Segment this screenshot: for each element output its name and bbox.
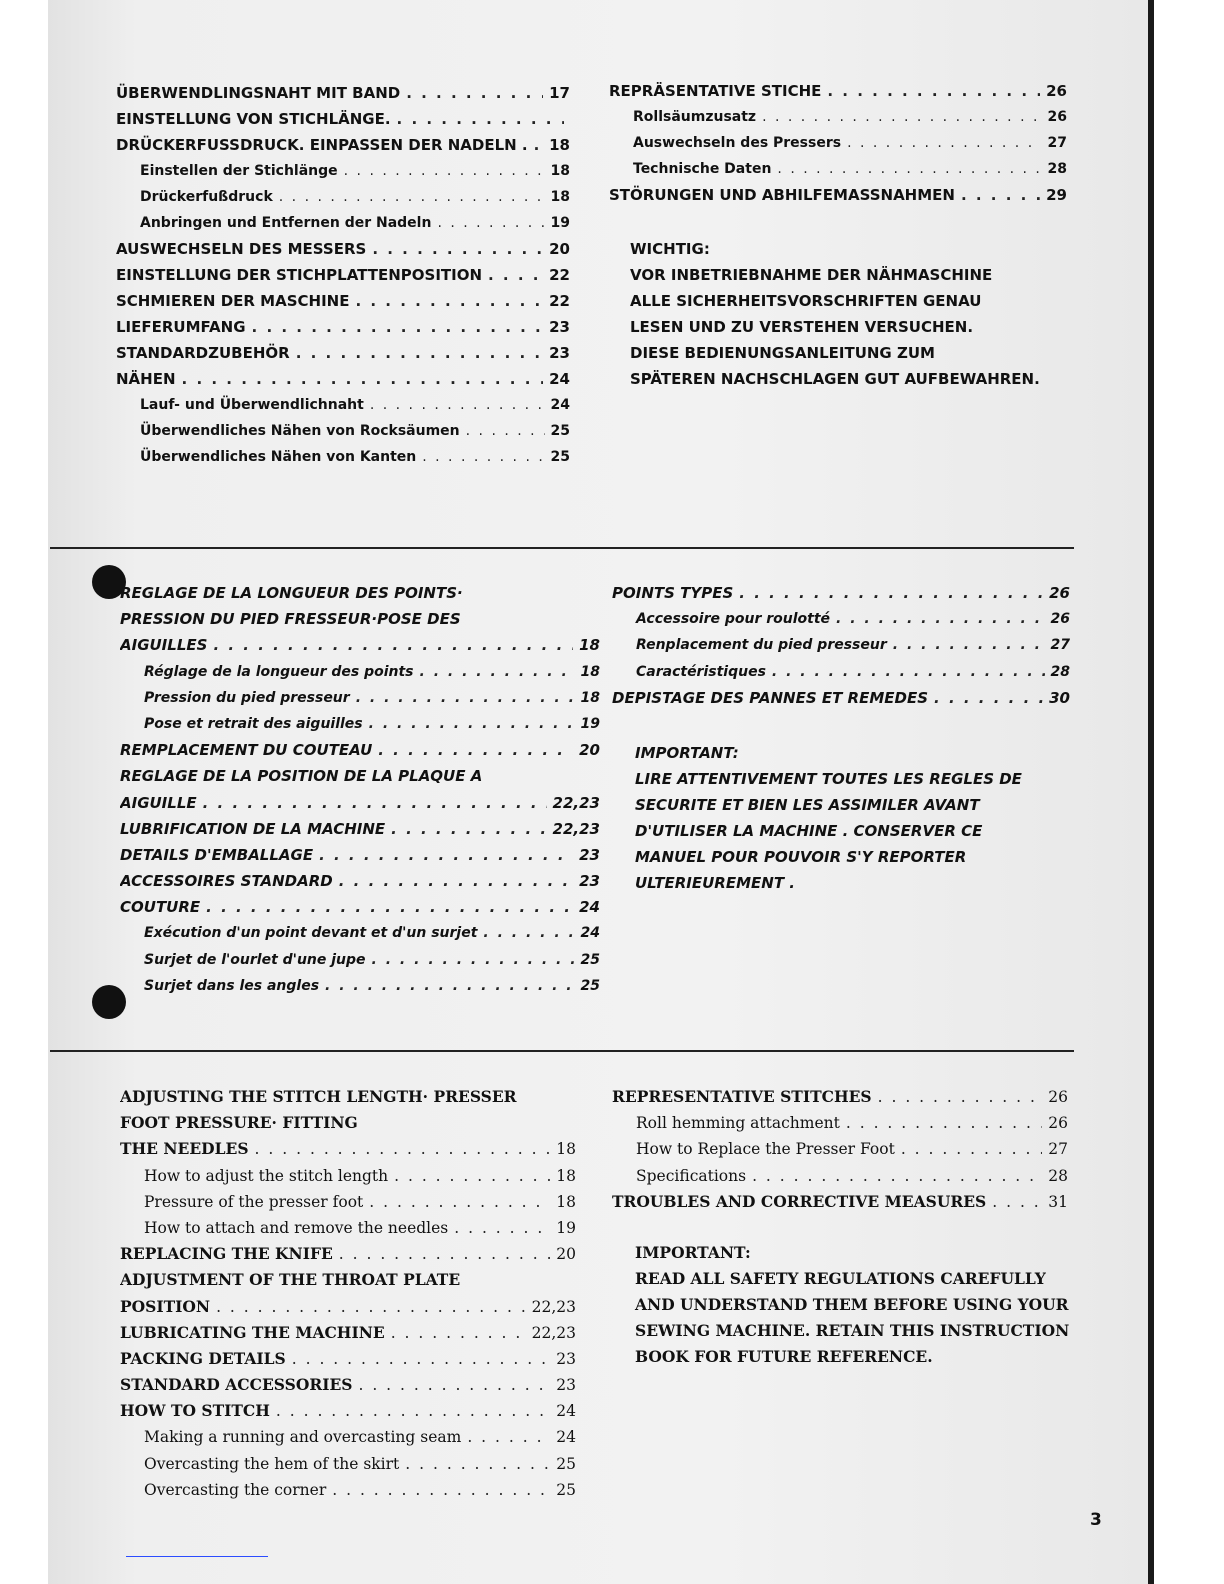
dot-leader bbox=[483, 920, 574, 946]
toc-entry-title: Overcasting the corner bbox=[144, 1480, 327, 1499]
dot-leader bbox=[466, 418, 545, 444]
toc-entry bbox=[120, 737, 600, 763]
toc-entry-page: 25 bbox=[580, 951, 600, 968]
dot-leader bbox=[961, 182, 1040, 208]
toc-entry-title: LUBRICATING THE MACHINE bbox=[120, 1322, 385, 1342]
toc-subentry bbox=[116, 418, 570, 444]
toc-subentry bbox=[120, 685, 600, 711]
toc-entry-page: 19 bbox=[580, 715, 600, 732]
toc-entry-title: How to Replace the Presser Foot bbox=[636, 1140, 895, 1159]
toc-entry-page: 29 bbox=[1046, 186, 1067, 204]
toc-entry-page: 23 bbox=[549, 344, 570, 362]
toc-entry bbox=[116, 106, 570, 132]
toc-entry-title: Caractéristiques bbox=[636, 663, 766, 680]
toc-entry-title: Surjet dans les angles bbox=[144, 977, 320, 994]
toc-subentry bbox=[612, 1163, 1068, 1189]
toc-entry bbox=[120, 1084, 576, 1110]
dot-leader bbox=[397, 106, 564, 132]
footer-link-underline bbox=[126, 1556, 268, 1557]
toc-subentry bbox=[116, 444, 570, 470]
toc-subentry bbox=[120, 1163, 576, 1189]
toc-subentry bbox=[612, 659, 1070, 685]
note-line: VOR INBETRIEBNAHME DER NÄHMASCHINE bbox=[630, 266, 993, 284]
note-line: ULTERIEUREMENT . bbox=[635, 874, 795, 892]
toc-entry bbox=[116, 262, 570, 288]
toc-entry-title: TROUBLES AND CORRECTIVE MEASURES bbox=[612, 1191, 987, 1211]
toc-entry-title: Pression du pied presseur bbox=[144, 689, 350, 706]
toc-entry-page: 18 bbox=[550, 163, 570, 179]
dot-leader bbox=[827, 78, 1040, 104]
toc-subentry bbox=[120, 1215, 576, 1241]
toc-entry-title: AIGUILLES bbox=[120, 636, 208, 655]
toc-entry-title: Roll hemming attachment bbox=[636, 1114, 840, 1133]
toc-entry bbox=[612, 580, 1070, 606]
toc-subentry bbox=[609, 130, 1067, 156]
toc-entry-page: 23 bbox=[549, 318, 570, 336]
dot-leader bbox=[534, 132, 543, 158]
toc-subentry bbox=[612, 632, 1070, 658]
toc-entry bbox=[120, 1136, 576, 1162]
note-line: LIRE ATTENTIVEMENT TOUTES LES REGLES DE bbox=[635, 770, 1022, 788]
toc-entry bbox=[120, 763, 600, 789]
toc-entry-page: 25 bbox=[550, 449, 570, 465]
dot-leader bbox=[391, 816, 546, 842]
toc-entry bbox=[609, 182, 1067, 208]
dot-leader bbox=[339, 868, 573, 894]
toc-entry bbox=[120, 1372, 576, 1398]
toc-subentry bbox=[120, 947, 600, 973]
dot-leader bbox=[752, 1163, 1042, 1189]
toc-entry-title: Anbringen und Entfernen der Nadeln bbox=[140, 215, 432, 231]
toc-subentry bbox=[612, 1110, 1068, 1136]
toc-entry-page: 24 bbox=[556, 1402, 576, 1421]
toc-entry bbox=[120, 894, 600, 920]
page-number: 3 bbox=[1090, 1510, 1102, 1530]
german-important-note bbox=[630, 236, 1040, 392]
toc-subentry bbox=[116, 184, 570, 210]
toc-entry-page: 18 bbox=[549, 136, 570, 154]
toc-subentry bbox=[609, 156, 1067, 182]
toc-entry bbox=[120, 1241, 576, 1267]
toc-entry bbox=[120, 580, 600, 606]
toc-entry-title: Renplacement du pied presseur bbox=[636, 637, 887, 654]
dot-leader bbox=[203, 790, 547, 816]
dot-leader bbox=[934, 685, 1043, 711]
toc-entry-title: REPRESENTATIVE STITCHES bbox=[612, 1087, 872, 1106]
toc-entry-title: REGLAGE DE LA POSITION DE LA PLAQUE A bbox=[120, 767, 483, 786]
dot-leader bbox=[762, 104, 1041, 130]
toc-entry-title: Accessoire pour roulotté bbox=[636, 611, 831, 628]
toc-entry-page: 23 bbox=[556, 1349, 576, 1368]
toc-entry-page: 23 bbox=[579, 872, 600, 891]
toc-entry bbox=[612, 1189, 1068, 1215]
dot-leader bbox=[216, 1294, 526, 1320]
toc-entry-title: ACCESSOIRES STANDARD bbox=[120, 872, 333, 891]
note-line: READ ALL SAFETY REGULATIONS CAREFULLY bbox=[635, 1269, 1046, 1288]
toc-entry-page: 30 bbox=[1049, 688, 1070, 707]
toc-subentry bbox=[609, 104, 1067, 130]
toc-subentry bbox=[116, 210, 570, 236]
toc-entry-page: 22,23 bbox=[552, 819, 600, 838]
dot-leader bbox=[325, 973, 574, 999]
toc-entry-title: Surjet de l'ourlet d'une jupe bbox=[144, 951, 366, 968]
dot-leader bbox=[437, 210, 544, 236]
toc-entry-title: STANDARDZUBEHÖR bbox=[116, 344, 290, 362]
toc-entry-page: 22,23 bbox=[531, 1297, 576, 1316]
note-heading: WICHTIG: bbox=[630, 240, 710, 258]
toc-entry-title: REPRÄSENTATIVE STICHE bbox=[609, 82, 822, 100]
note-line: BOOK FOR FUTURE REFERENCE. bbox=[635, 1347, 933, 1366]
toc-subentry bbox=[612, 606, 1070, 632]
toc-entry-title: Überwendliches Nähen von Rocksäumen bbox=[140, 423, 460, 439]
toc-subentry bbox=[116, 158, 570, 184]
toc-entry bbox=[612, 685, 1070, 711]
toc-subentry bbox=[120, 973, 600, 999]
note-line: LESEN UND ZU VERSTEHEN VERSUCHEN. bbox=[630, 318, 974, 336]
toc-entry-page: 22 bbox=[549, 266, 570, 284]
toc-entry bbox=[120, 1294, 576, 1320]
dot-leader bbox=[394, 1163, 550, 1189]
toc-entry-page: 28 bbox=[1050, 663, 1070, 680]
french-important-note bbox=[635, 740, 1022, 896]
toc-entry-page: 25 bbox=[550, 423, 570, 439]
note-line: SECURITE ET BIEN LES ASSIMILER AVANT bbox=[635, 796, 980, 814]
toc-entry-page: 24 bbox=[579, 898, 600, 917]
english-important-note bbox=[635, 1240, 1069, 1370]
toc-entry bbox=[609, 78, 1067, 104]
toc-entry-page: 25 bbox=[556, 1480, 576, 1499]
dot-leader bbox=[344, 158, 545, 184]
toc-entry-title: STANDARD ACCESSORIES bbox=[120, 1375, 353, 1395]
dot-leader bbox=[739, 580, 1043, 606]
note-line: DIESE BEDIENUNGSANLEITUNG ZUM bbox=[630, 344, 935, 362]
dot-leader bbox=[369, 711, 575, 737]
toc-entry-page: 26 bbox=[1048, 1088, 1068, 1106]
toc-entry-page: 31 bbox=[1048, 1192, 1068, 1211]
dot-leader bbox=[369, 1189, 550, 1215]
dot-leader bbox=[255, 1136, 551, 1162]
toc-entry-title: STÖRUNGEN UND ABHILFEMASSNAHMEN bbox=[609, 186, 955, 204]
dot-leader bbox=[276, 1398, 550, 1424]
german-toc-left bbox=[116, 80, 570, 470]
toc-entry-page: 22,23 bbox=[552, 793, 600, 812]
toc-entry bbox=[120, 790, 600, 816]
toc-entry-page: 18 bbox=[579, 636, 600, 655]
toc-entry-title: Pressure of the presser foot bbox=[144, 1192, 364, 1211]
toc-entry-title: DETAILS D'EMBALLAGE bbox=[120, 845, 314, 864]
toc-entry bbox=[116, 340, 570, 366]
toc-subentry bbox=[120, 1477, 576, 1503]
dot-leader bbox=[777, 156, 1041, 182]
toc-entry-page: 20 bbox=[579, 741, 600, 760]
toc-entry-title: Lauf- und Überwendlichnaht bbox=[140, 397, 364, 413]
toc-entry-page: 20 bbox=[549, 240, 570, 258]
toc-entry-page: 25 bbox=[580, 977, 600, 994]
toc-entry-title: How to adjust the stitch length bbox=[144, 1166, 389, 1185]
note-line: D'UTILISER LA MACHINE . CONSERVER CE bbox=[635, 822, 983, 840]
toc-subentry bbox=[116, 392, 570, 418]
dot-leader bbox=[893, 632, 1045, 658]
toc-entry-title: Making a running and overcasting seam bbox=[144, 1428, 462, 1447]
toc-entry-title: COUTURE bbox=[120, 898, 201, 917]
toc-subentry bbox=[120, 920, 600, 946]
dot-leader bbox=[339, 1241, 551, 1267]
toc-entry-title: Rollsäumzusatz bbox=[633, 109, 757, 125]
dot-leader bbox=[836, 606, 1044, 632]
toc-entry-title: Pose et retrait des aiguilles bbox=[144, 715, 363, 732]
toc-entry-page: 26 bbox=[1047, 109, 1067, 125]
dot-leader bbox=[182, 366, 544, 392]
toc-subentry bbox=[120, 1189, 576, 1215]
toc-entry-title: THE NEEDLES bbox=[120, 1139, 249, 1159]
toc-entry bbox=[120, 1320, 576, 1346]
toc-entry-page: 20 bbox=[556, 1245, 576, 1264]
dot-leader bbox=[319, 842, 573, 868]
binder-hole-bottom bbox=[92, 985, 126, 1019]
dot-leader bbox=[878, 1084, 1043, 1110]
toc-entry-page: 22 bbox=[549, 292, 570, 310]
dot-leader bbox=[378, 737, 573, 763]
dot-leader bbox=[901, 1136, 1042, 1162]
toc-entry-page: 25 bbox=[556, 1454, 576, 1473]
toc-entry-page: 18 bbox=[556, 1166, 576, 1185]
toc-entry-page: 18 bbox=[550, 189, 570, 205]
toc-entry-page: 26 bbox=[1049, 584, 1070, 602]
toc-entry-title: EINSTELLUNG VON STICHLÄNGE. bbox=[116, 110, 391, 128]
toc-entry-page: 23 bbox=[579, 845, 600, 864]
toc-entry-title: LIEFERUMFANG bbox=[116, 318, 246, 336]
dot-leader bbox=[372, 947, 575, 973]
dot-leader bbox=[992, 1189, 1042, 1215]
toc-subentry bbox=[120, 1424, 576, 1450]
toc-entry-page: 28 bbox=[1047, 161, 1067, 177]
dot-leader bbox=[406, 80, 543, 106]
toc-entry-page: 18 bbox=[580, 663, 600, 680]
toc-entry-title: ADJUSTMENT OF THE THROAT PLATE bbox=[120, 1270, 461, 1290]
toc-entry-title: ÜBERWENDLINGSNAHT MIT BAND bbox=[116, 84, 401, 102]
english-toc-left bbox=[120, 1084, 576, 1503]
toc-entry-page: 24 bbox=[556, 1428, 576, 1447]
toc-subentry bbox=[612, 1136, 1068, 1162]
dot-leader bbox=[332, 1477, 550, 1503]
toc-entry-title: Drückerfußdruck bbox=[140, 189, 273, 205]
toc-entry-page: 18 bbox=[580, 689, 600, 706]
note-line: MANUEL POUR POUVOIR S'Y REPORTER bbox=[635, 848, 967, 866]
dot-leader bbox=[370, 392, 545, 418]
dot-leader bbox=[405, 1451, 550, 1477]
toc-entry-title: AIGUILLE bbox=[120, 793, 197, 812]
toc-entry-title: POSITION bbox=[120, 1296, 211, 1316]
toc-entry-page: 27 bbox=[1050, 637, 1070, 654]
toc-entry-title: How to attach and remove the needles bbox=[144, 1218, 449, 1237]
toc-entry bbox=[116, 314, 570, 340]
toc-entry-page: 26 bbox=[1050, 611, 1070, 628]
toc-entry-title: PRESSION DU PIED FRESSEUR·POSE DES bbox=[120, 610, 461, 629]
dot-leader bbox=[372, 236, 543, 262]
toc-entry-page: 23 bbox=[556, 1376, 576, 1395]
toc-entry bbox=[120, 1267, 576, 1293]
dot-leader bbox=[488, 262, 543, 288]
toc-entry bbox=[116, 132, 570, 158]
toc-entry bbox=[612, 1084, 1068, 1110]
french-toc-right bbox=[612, 580, 1070, 711]
dot-leader bbox=[454, 1215, 550, 1241]
toc-entry-title: Specifications bbox=[636, 1166, 747, 1185]
note-line: ALLE SICHERHEITSVORSCHRIFTEN GENAU bbox=[630, 292, 982, 310]
note-line: AND UNDERSTAND THEM BEFORE USING YOUR bbox=[635, 1295, 1069, 1314]
dot-leader bbox=[467, 1424, 550, 1450]
toc-entry-title: AUSWECHSELN DES MESSERS bbox=[116, 240, 367, 258]
note-line: SEWING MACHINE. RETAIN THIS INSTRUCTION bbox=[635, 1321, 1070, 1340]
toc-entry-page: 18 bbox=[556, 1192, 576, 1211]
toc-entry-title: Exécution d'un point devant et d'un surjet bbox=[144, 925, 478, 942]
toc-entry-page: 22,23 bbox=[531, 1323, 576, 1342]
toc-entry-page: 26 bbox=[1048, 1114, 1068, 1133]
toc-entry-page: 28 bbox=[1048, 1166, 1068, 1185]
note-heading: IMPORTANT: bbox=[635, 1243, 751, 1262]
toc-entry-page: 24 bbox=[549, 370, 570, 388]
toc-entry-page: 27 bbox=[1048, 1140, 1068, 1159]
toc-entry bbox=[120, 868, 600, 894]
dot-leader bbox=[213, 632, 573, 658]
dot-leader bbox=[252, 314, 544, 340]
toc-entry-title: EINSTELLUNG DER STICHPLATTENPOSITION bbox=[116, 266, 483, 284]
toc-entry bbox=[120, 632, 600, 658]
section-divider-top bbox=[50, 547, 1074, 549]
toc-entry-title: POINTS TYPES bbox=[612, 584, 734, 602]
dot-leader bbox=[391, 1320, 526, 1346]
dot-leader bbox=[358, 1372, 550, 1398]
toc-entry-title: REMPLACEMENT DU COUTEAU bbox=[120, 741, 373, 760]
toc-entry-title: HOW TO STITCH bbox=[120, 1401, 270, 1421]
toc-entry bbox=[120, 842, 600, 868]
toc-entry-title: ADJUSTING THE STITCH LENGTH· PRESSER bbox=[120, 1087, 517, 1106]
toc-entry-page: 24 bbox=[550, 397, 570, 413]
toc-entry-page: 19 bbox=[556, 1218, 576, 1237]
dot-leader bbox=[296, 340, 543, 366]
toc-entry bbox=[116, 366, 570, 392]
toc-entry-title: Auswechseln des Pressers bbox=[633, 135, 842, 151]
toc-entry bbox=[116, 80, 570, 106]
dot-leader bbox=[206, 894, 573, 920]
toc-entry-title: REGLAGE DE LA LONGUEUR DES POINTS· bbox=[120, 584, 463, 602]
dot-leader bbox=[355, 288, 543, 314]
toc-entry-page: 18 bbox=[556, 1140, 576, 1159]
section-divider-bottom bbox=[50, 1050, 1074, 1052]
toc-entry-title: DRÜCKERFUSSDRUCK. EINPASSEN DER NADELN . bbox=[116, 136, 528, 154]
toc-subentry bbox=[120, 659, 600, 685]
german-toc-right bbox=[609, 78, 1067, 208]
toc-entry-page: 27 bbox=[1047, 135, 1067, 151]
toc-entry-title: Überwendliches Nähen von Kanten bbox=[140, 449, 417, 465]
toc-entry bbox=[120, 1346, 576, 1372]
dot-leader bbox=[422, 444, 544, 470]
toc-entry bbox=[116, 288, 570, 314]
toc-entry-title: Einstellen der Stichlänge bbox=[140, 163, 338, 179]
toc-entry-page: 19 bbox=[550, 215, 570, 231]
dot-leader bbox=[292, 1346, 551, 1372]
note-heading: IMPORTANT: bbox=[635, 744, 739, 762]
toc-entry-title: NÄHEN bbox=[116, 370, 176, 388]
toc-entry-title: Réglage de la longueur des points bbox=[144, 663, 414, 680]
toc-entry-title: REPLACING THE KNIFE bbox=[120, 1244, 333, 1264]
note-line: SPÄTEREN NACHSCHLAGEN GUT AUFBEWAHREN. bbox=[630, 370, 1040, 388]
toc-entry-title: PACKING DETAILS bbox=[120, 1348, 286, 1368]
toc-entry-title: SCHMIEREN DER MASCHINE bbox=[116, 292, 350, 310]
toc-entry bbox=[120, 816, 600, 842]
dot-leader bbox=[772, 659, 1045, 685]
toc-subentry bbox=[120, 1451, 576, 1477]
dot-leader bbox=[846, 1110, 1042, 1136]
toc-entry-title: LUBRIFICATION DE LA MACHINE bbox=[120, 819, 386, 838]
english-toc-right bbox=[612, 1084, 1068, 1215]
french-toc-left bbox=[120, 580, 600, 999]
toc-entry-page: 17 bbox=[549, 84, 570, 102]
toc-entry-title: Overcasting the hem of the skirt bbox=[144, 1454, 400, 1473]
dot-leader bbox=[420, 659, 575, 685]
toc-entry-page: 24 bbox=[580, 925, 600, 942]
toc-entry bbox=[120, 606, 600, 632]
page-binding-edge bbox=[1148, 0, 1154, 1584]
toc-entry-page: 26 bbox=[1046, 82, 1067, 100]
toc-entry-title: DEPISTAGE DES PANNES ET REMEDES bbox=[612, 688, 929, 707]
toc-entry bbox=[120, 1110, 576, 1136]
dot-leader bbox=[279, 184, 545, 210]
toc-entry-title: Technische Daten bbox=[633, 161, 772, 177]
toc-entry bbox=[116, 236, 570, 262]
dot-leader bbox=[356, 685, 575, 711]
toc-entry-title: FOOT PRESSURE· FITTING bbox=[120, 1113, 358, 1133]
dot-leader bbox=[847, 130, 1041, 156]
toc-subentry bbox=[120, 711, 600, 737]
toc-entry bbox=[120, 1398, 576, 1424]
